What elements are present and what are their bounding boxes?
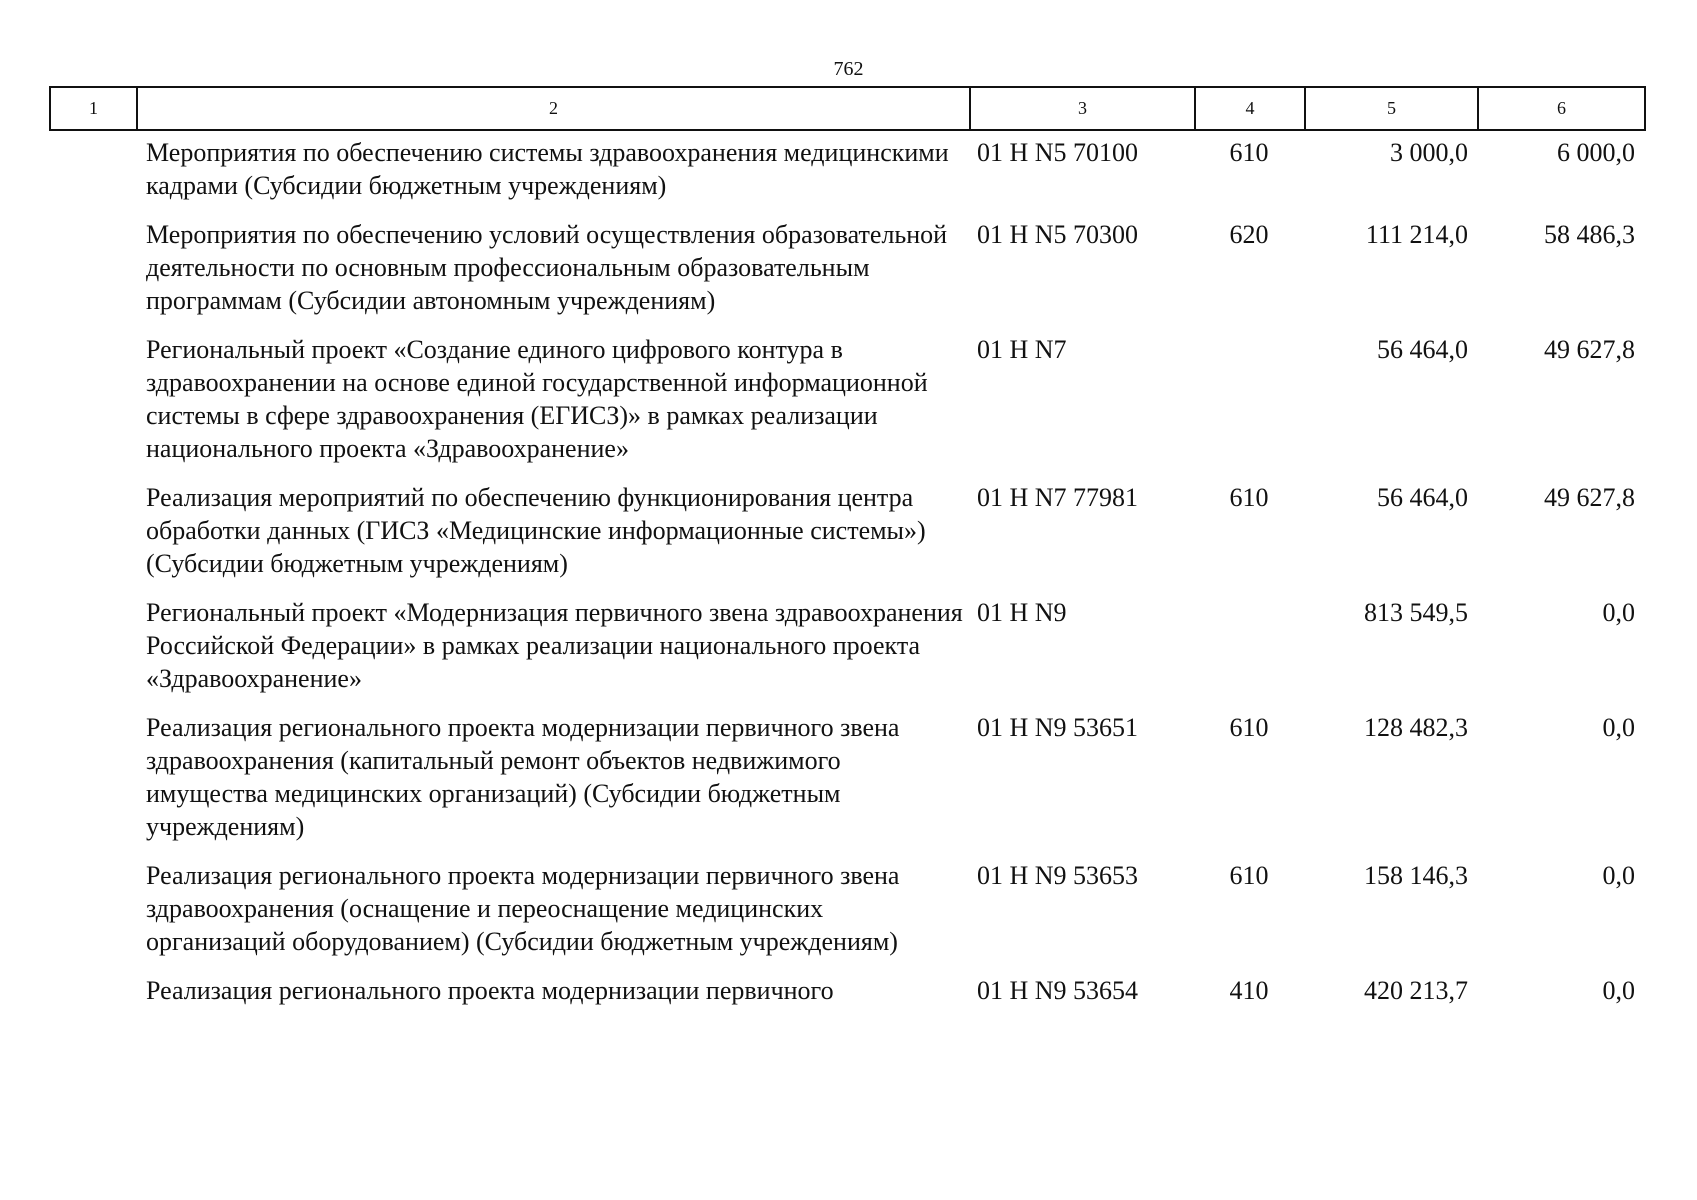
- table-row: [49, 974, 1644, 1007]
- row-value-5: 420 213,7: [1364, 976, 1468, 1005]
- table-row: [49, 136, 1644, 202]
- row-code: 01 Н N7 77981: [977, 483, 1139, 512]
- table-body: [49, 136, 1644, 1023]
- row-number-cell: [49, 711, 136, 843]
- table-row: [49, 481, 1644, 580]
- column-header-4: 4: [1195, 87, 1305, 130]
- column-header-5: 5: [1305, 87, 1478, 130]
- row-name: Реализация регионального проекта модернизации первичного звена здравоохранения (оснащение и переоснащение медицинских организаций оборудованием) (Субсидии бюджетным учреждениям): [146, 861, 900, 956]
- row-name: Мероприятия по обеспечению системы здравоохранения медицинскими кадрами (Субсидии бюджетным учреждениям): [146, 138, 949, 200]
- row-value-6: 6 000,0: [1557, 138, 1635, 167]
- row-name: Региональный проект «Модернизация первичного звена здравоохранения Российской Федерации» в рамках реализации национального проекта «Здравоохранение»: [146, 598, 963, 693]
- row-name: Мероприятия по обеспечению условий осуществления образовательной деятельности по основным профессиональным образовательным программам (Субсидии автономным учреждениям): [146, 220, 948, 315]
- row-code: 01 Н N9: [977, 598, 1067, 627]
- column-header-table: [49, 86, 1646, 131]
- row-number-cell: [49, 136, 136, 202]
- row-type: [1194, 333, 1304, 465]
- column-header-2: 2: [137, 87, 970, 130]
- row-value-5: 56 464,0: [1377, 483, 1468, 512]
- row-value-6: 58 486,3: [1544, 220, 1635, 249]
- row-value-5: 813 549,5: [1364, 598, 1468, 627]
- table-row: [49, 711, 1644, 843]
- row-name: Реализация регионального проекта модернизации первичного: [146, 976, 834, 1005]
- page-number: 762: [833, 58, 864, 80]
- table-row: [49, 333, 1644, 465]
- row-type: 620: [1229, 220, 1269, 249]
- row-value-6: 0,0: [1602, 976, 1635, 1005]
- row-value-5: 158 146,3: [1364, 861, 1468, 890]
- row-type: 610: [1229, 483, 1269, 512]
- row-value-5: 3 000,0: [1390, 138, 1468, 167]
- row-code: 01 Н N9 53654: [977, 976, 1139, 1005]
- row-number-cell: [49, 974, 136, 1007]
- row-value-6: 49 627,8: [1544, 483, 1635, 512]
- column-header-3: 3: [970, 87, 1195, 130]
- row-number-cell: [49, 481, 136, 580]
- row-code: 01 Н N5 70100: [977, 138, 1139, 167]
- row-type: 610: [1229, 138, 1269, 167]
- table-row: [49, 596, 1644, 695]
- row-code: 01 Н N9 53651: [977, 713, 1139, 742]
- table-row: [49, 859, 1644, 958]
- row-value-5: 111 214,0: [1365, 220, 1468, 249]
- column-header-1: 1: [50, 87, 137, 130]
- row-value-6: 0,0: [1602, 713, 1635, 742]
- row-name: Реализация мероприятий по обеспечению функционирования центра обработки данных (ГИСЗ «Медицинские информационные системы») (Субсидии бюджетным учреждениям): [146, 483, 926, 578]
- row-code: 01 Н N5 70300: [977, 220, 1139, 249]
- row-type: 610: [1229, 861, 1269, 890]
- column-header-6: 6: [1478, 87, 1645, 130]
- row-value-6: 0,0: [1602, 598, 1635, 627]
- row-name: Региональный проект «Создание единого цифрового контура в здравоохранении на основе единой государственной информационной системы в сфере здравоохранения (ЕГИСЗ)» в рамках реализации национального проекта «Здравоохранение»: [146, 335, 928, 463]
- column-header-row: [50, 87, 1645, 130]
- row-number-cell: [49, 596, 136, 695]
- row-type: [1194, 596, 1304, 695]
- row-number-cell: [49, 218, 136, 317]
- table-row: [49, 218, 1644, 317]
- row-value-6: 49 627,8: [1544, 335, 1635, 364]
- row-code: 01 Н N9 53653: [977, 861, 1139, 890]
- row-type: 410: [1229, 976, 1269, 1005]
- row-number-cell: [49, 333, 136, 465]
- row-name: Реализация регионального проекта модернизации первичного звена здравоохранения (капитальный ремонт объектов недвижимого имущества медицинских организаций) (Субсидии бюджетным учреждениям): [146, 713, 900, 841]
- row-value-6: 0,0: [1602, 861, 1635, 890]
- row-number-cell: [49, 859, 136, 958]
- row-code: 01 Н N7: [977, 335, 1067, 364]
- row-value-5: 56 464,0: [1377, 335, 1468, 364]
- row-value-5: 128 482,3: [1364, 713, 1468, 742]
- row-type: 610: [1229, 713, 1269, 742]
